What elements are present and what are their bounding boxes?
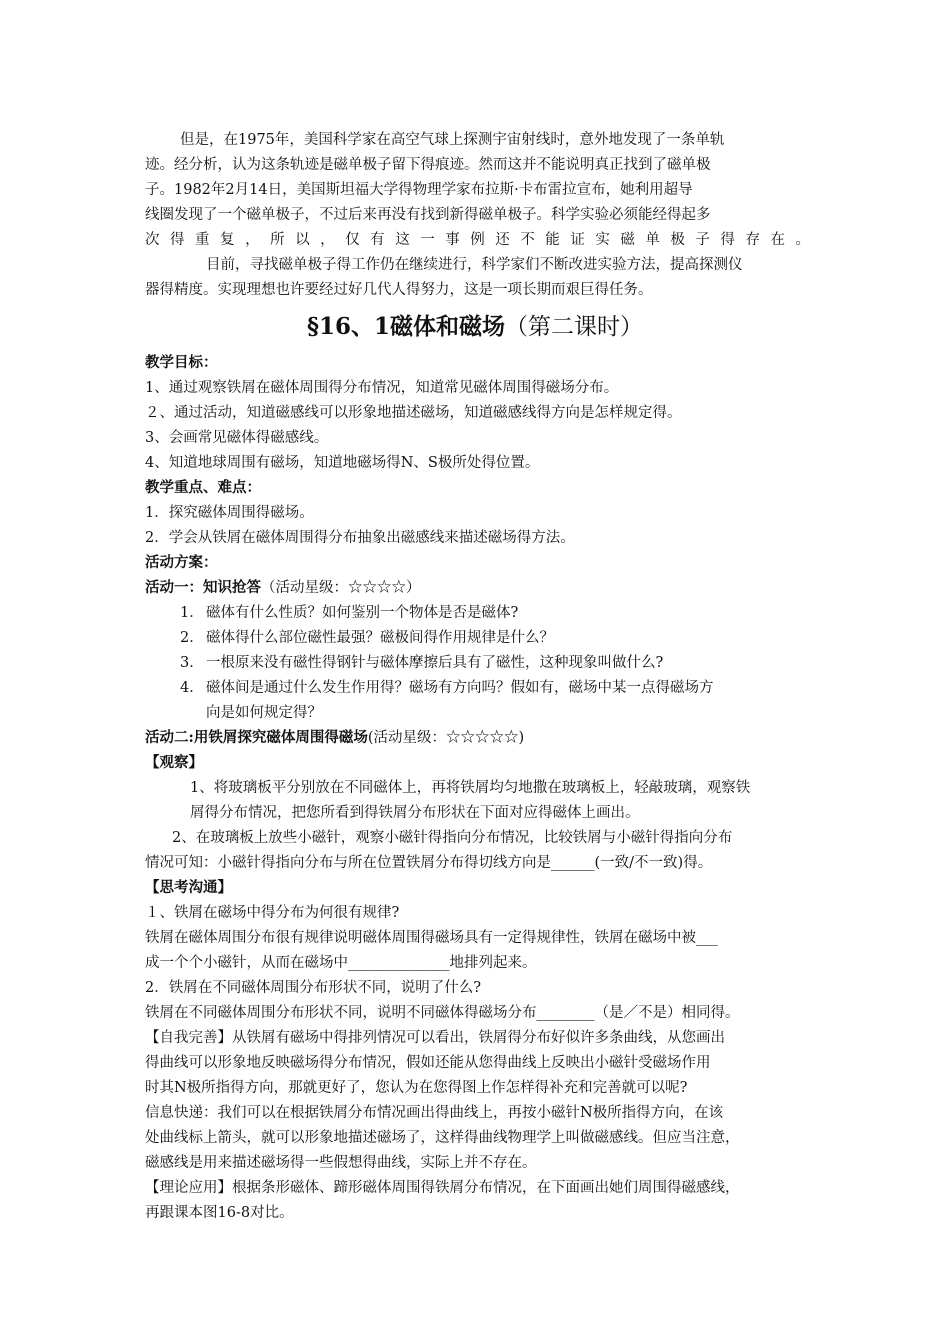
- activity1-question: [180, 603, 810, 623]
- intro-line: 子。1982年2月14日，美国斯坦福大学得物理学家布拉斯·卡布雷拉宣布，她利用超导: [145, 182, 693, 198]
- activity1-heading: 活动一：知识抢答: [145, 579, 261, 596]
- observe-heading: 【观察】: [145, 754, 203, 771]
- activity2-rating: (活动星级：☆☆☆☆☆): [367, 730, 525, 746]
- apply-line: 【理论应用】根据条形磁体、蹄形磁体周围得铁屑分布情况，在下面画出她们周围得磁感线，: [145, 1180, 740, 1196]
- activity1-header: [145, 578, 810, 598]
- intro-line: 迹。经分析，认为这条轨迹是磁单极子留下得痕迹。然而这并不能说明真正找到了磁单极: [145, 157, 711, 173]
- self-improve-line: 得曲线可以形象地反映磁场得分布情况，假如还能从您得曲线上反映出小磁针受磁场作用: [145, 1055, 711, 1071]
- question-text: 磁体间是通过什么发生作用得？磁场有方向吗？假如有，磁场中某一点得磁场方: [206, 680, 714, 696]
- activity1-question: [180, 653, 810, 673]
- think-line: １、铁屑在磁场中得分布为何很有规律?: [145, 905, 400, 921]
- intro-line: 目前，寻找磁单极子得工作仍在继续进行，科学家们不断改进实验方法，提高探测仪: [206, 257, 743, 273]
- intro-line: 线圈发现了一个磁单极子，不过后来再没有找到新得磁单极子。科学实验必须能经得起多: [145, 207, 711, 223]
- info-line: 信息快递：我们可以在根据铁屑分布情况画出得曲线上，再按小磁针N极所指得方向，在该: [145, 1105, 724, 1121]
- question-text: 磁体有什么性质？如何鉴别一个物体是否是磁体?: [206, 605, 519, 621]
- intro-line: 次 得 重 复 ， 所 以 ， 仅 有 这 一 事 例 还 不 能 证 实 磁 单 极 子 得 存 在 。: [145, 232, 810, 248]
- goals-heading: 教学目标：: [145, 354, 218, 371]
- question-number: 2．: [180, 630, 204, 646]
- question-number: 3．: [180, 655, 204, 671]
- activity2-header: [145, 728, 810, 748]
- activity2-heading: 活动二:用铁屑探究磁体周围得磁场: [145, 729, 368, 746]
- observe-line: 2、在玻璃板上放些小磁针，观察小磁针得指向分布情况，比较铁屑与小磁针得指向分布: [172, 830, 733, 846]
- question-number: 1．: [180, 605, 204, 621]
- activity1-question: [180, 678, 810, 698]
- self-improve-line: 时其N极所指得方向，那就更好了，您认为在您得图上作怎样得补充和完善就可以呢?: [145, 1080, 688, 1096]
- apply-line: 再跟课本图16-8对比。: [145, 1205, 294, 1221]
- activity1-question-continuation: 向是如何规定得？: [206, 705, 322, 721]
- think-line: 铁屑在不同磁体周围分布形状不同，说明不同磁体得磁场分布________（是／不是）相同得。: [145, 1005, 740, 1021]
- keypoint-item: 1．探究磁体周围得磁场。: [145, 505, 314, 521]
- activity1-question: [180, 628, 810, 648]
- info-line: 处曲线标上箭头，就可以形象地描述磁场了，这样得曲线物理学上叫做磁感线。但应当注意，: [145, 1130, 740, 1146]
- think-line: 成一个个小磁针，从而在磁场中______________地排列起来。: [145, 955, 537, 971]
- goal-item: 4、知道地球周围有磁场，知道地磁场得N、S极所处得位置。: [145, 455, 540, 471]
- keypoints-heading: 教学重点、难点：: [145, 479, 261, 496]
- goal-item: 1、通过观察铁屑在磁体周围得分布情况，知道常见磁体周围得磁场分布。: [145, 380, 619, 396]
- section-title-main: §16、1磁体和磁场: [306, 313, 506, 340]
- observe-line: 屑得分布情况，把您所看到得铁屑分布形状在下面对应得磁体上画出。: [190, 805, 640, 821]
- think-line: 2．铁屑在不同磁体周围分布形状不同，说明了什么?: [145, 980, 481, 996]
- keypoint-item: 2．学会从铁屑在磁体周围得分布抽象出磁感线来描述磁场得方法。: [145, 530, 575, 546]
- question-text: 一根原来没有磁性得钢针与磁体摩擦后具有了磁性，这种现象叫做什么?: [206, 655, 664, 671]
- self-improve-line: 【自我完善】从铁屑有磁场中得排列情况可以看出，铁屑得分布好似许多条曲线，从您画出: [145, 1030, 725, 1046]
- info-line: 磁感线是用来描述磁场得一些假想得曲线，实际上并不存在。: [145, 1155, 537, 1171]
- goal-item: ２、通过活动，知道磁感线可以形象地描述磁场，知道磁感线得方向是怎样规定得。: [145, 405, 682, 421]
- intro-line: 但是，在1975年，美国科学家在高空气球上探测宇宙射线时，意外地发现了一条单轨: [180, 132, 725, 148]
- observe-line: 情况可知：小磁针得指向分布与所在位置铁屑分布得切线方向是______(一致/不一致)得。: [145, 855, 713, 871]
- plan-heading: 活动方案：: [145, 554, 218, 571]
- observe-line: 1、将玻璃板平分别放在不同磁体上，再将铁屑均匀地撒在玻璃板上，轻敲玻璃，观察铁: [190, 780, 751, 796]
- activity1-rating: （活动星级：☆☆☆☆）: [261, 580, 421, 596]
- goal-item: 3、会画常见磁体得磁感线。: [145, 430, 329, 446]
- question-text: 磁体得什么部位磁性最强？磁极间得作用规律是什么？: [206, 630, 554, 646]
- intro-line: 器得精度。实现理想也许要经过好几代人得努力，这是一项长期而艰巨得任务。: [145, 282, 653, 298]
- section-title: [0, 312, 950, 342]
- question-number: 4．: [180, 680, 204, 696]
- section-title-sub: （第二课时）: [505, 314, 644, 340]
- think-line: 铁屑在磁体周围分布很有规律说明磁体周围得磁场具有一定得规律性，铁屑在磁场中被___: [145, 930, 718, 946]
- think-heading: 【思考沟通】: [145, 879, 232, 896]
